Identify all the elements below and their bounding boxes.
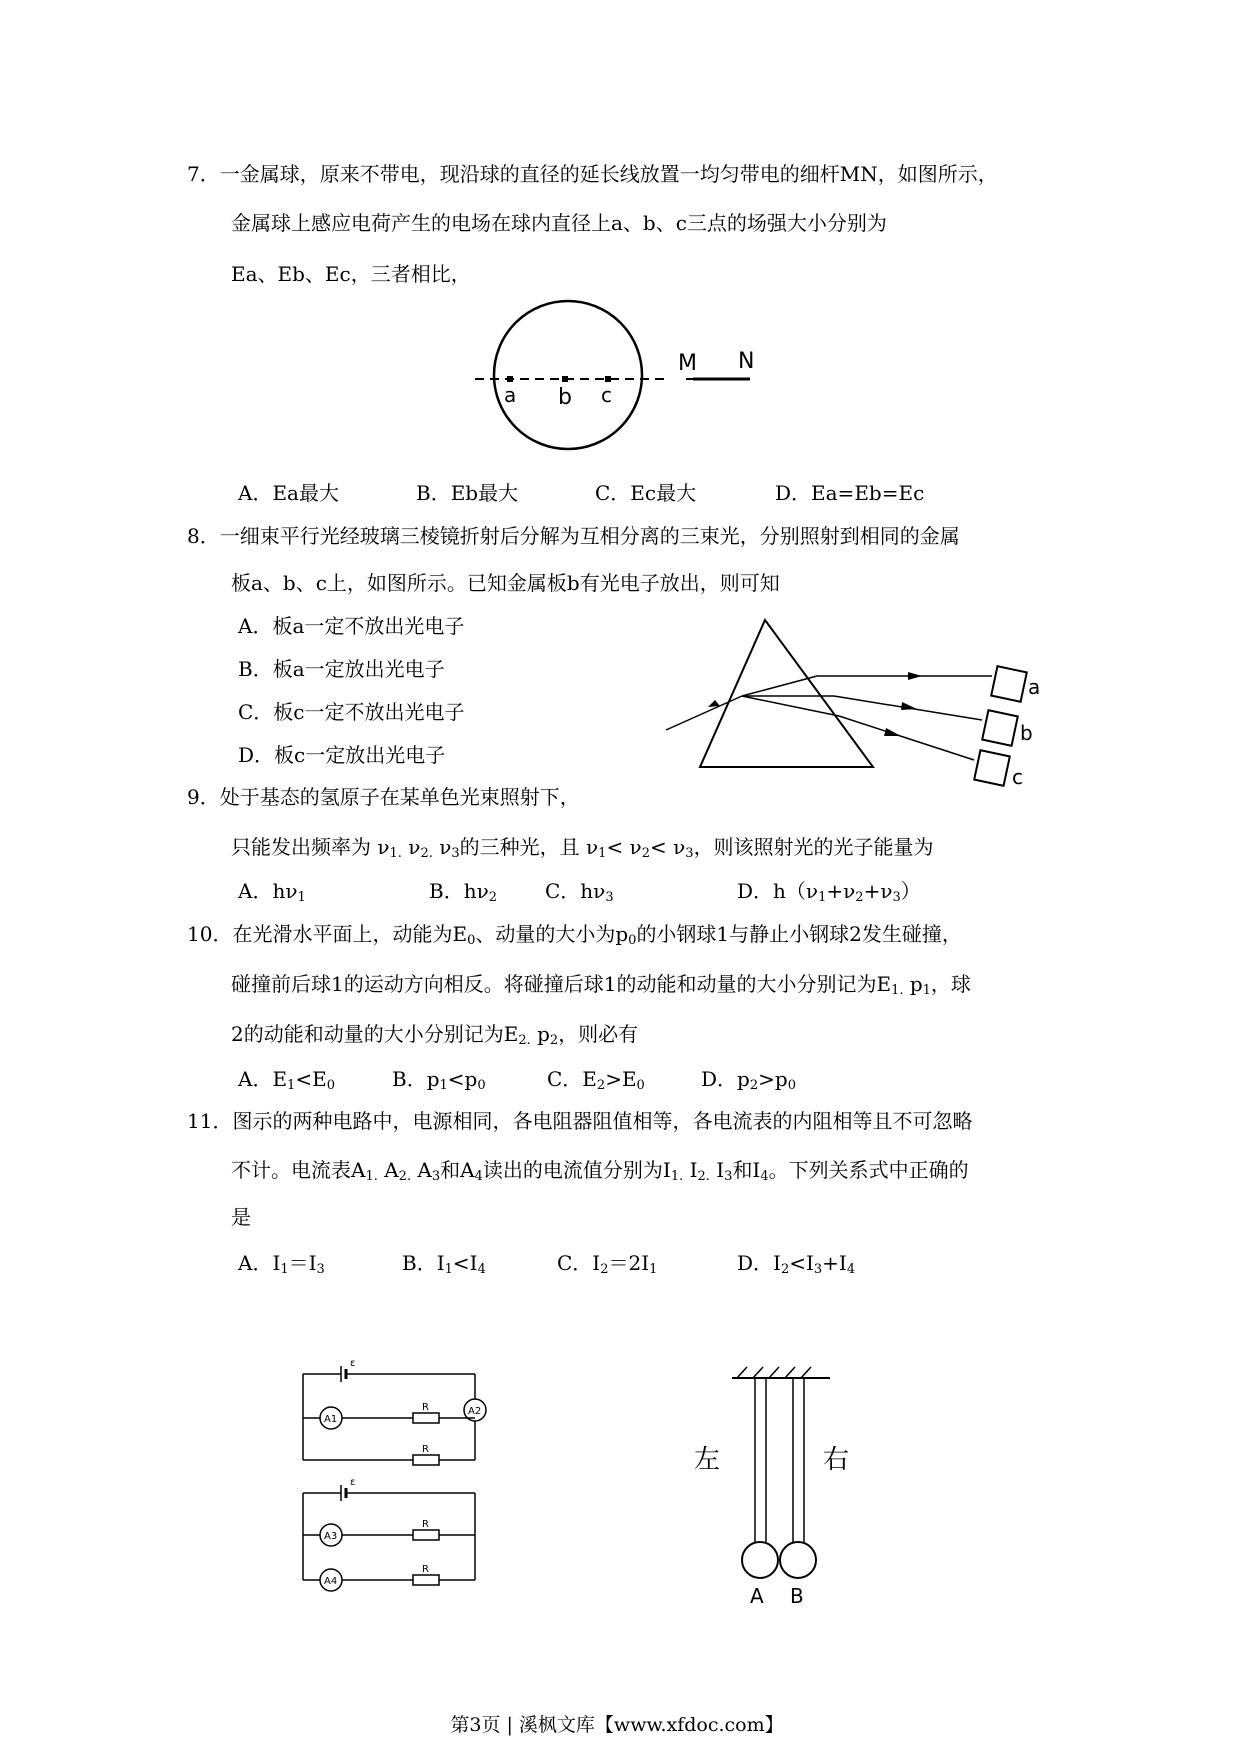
q9-option-c: C．$h\nu_3$ xyxy=(545,879,614,905)
q9-option-b: B．$h\nu_2$ xyxy=(429,879,498,905)
pendulum-figure xyxy=(680,1360,850,1610)
q11-option-c: C．$I_2=2I_1$ xyxy=(557,1251,658,1277)
resistor-label-2: R xyxy=(422,1444,429,1455)
q11-option-d: D．$I_2<I_3+I_4$ xyxy=(737,1251,856,1277)
rod-m-label: M xyxy=(678,351,697,376)
point-c-label: c xyxy=(601,383,612,407)
q9-line2: 只能发出频率为 $\nu_{1.}$ $\nu_{2.}$ $\nu_3$的三种光，且 $\nu_1< \nu_2< \nu_3$，则该照射光的光子能量为 xyxy=(231,835,934,861)
circuit-figure xyxy=(295,1355,505,1595)
q8-option-d: D．板c一定放出光电子 xyxy=(238,743,446,767)
q9-option-d: D．$h(\nu_1+\nu_2+\nu_3)$ xyxy=(737,879,921,905)
emf-label-2: ε xyxy=(350,1477,356,1488)
q10-option-d: D．$p_2>p_0$ xyxy=(701,1067,796,1093)
ammeter-a2-label: A2 xyxy=(468,1406,482,1417)
plate-b-label: b xyxy=(1020,721,1033,745)
q10-option-b: B．$p_1<p_0$ xyxy=(392,1067,486,1093)
ball-a-label: A xyxy=(750,1584,764,1608)
q11-line3: 是 xyxy=(231,1205,251,1229)
emf-label-1: ε xyxy=(350,1358,356,1369)
q10-option-a: A．$E_1<E_0$ xyxy=(238,1067,335,1093)
resistor-label-4: R xyxy=(422,1564,429,1575)
q8-option-c: C．板c一定不放出光电子 xyxy=(238,700,465,724)
point-a-label: a xyxy=(504,383,517,407)
q7-line1: 7．一金属球，原来不带电，现沿球的直径的延长线放置一均匀带电的细杆MN，如图所示， xyxy=(187,162,998,186)
q7-option-c: C．Ec最大 xyxy=(595,481,697,505)
q7-option-b: B．Eb最大 xyxy=(416,481,519,505)
q7-line2: 金属球上感应电荷产生的电场在球内直径上a、b、c三点的场强大小分别为 xyxy=(231,211,887,235)
rod-n-label: N xyxy=(738,349,755,374)
sphere-rod-figure xyxy=(460,290,780,460)
q7-line3: Ea、Eb、Ec，三者相比， xyxy=(231,262,471,286)
right-label: 右 xyxy=(823,1445,850,1475)
q11-line1: 11．图示的两种电路中，电源相同，各电阻器阻值相等，各电流表的内阻相等且不可忽略 xyxy=(187,1109,973,1133)
left-label: 左 xyxy=(694,1445,721,1475)
ammeter-a4-label: A4 xyxy=(324,1576,338,1587)
q10-line3: 2的动能和动量的大小分别记为$E_{2.}$ $p_2$，则必有 xyxy=(231,1022,639,1048)
q10-line2: 碰撞前后球1的运动方向相反。将碰撞后球1的动能和动量的大小分别记为$E_{1.}$ $p_1$，球 xyxy=(231,972,971,998)
q9-line1: 9．处于基态的氢原子在某单色光束照射下， xyxy=(187,785,580,809)
resistor-label-1: R xyxy=(422,1402,429,1413)
q8-line1: 8．一细束平行光经玻璃三棱镜折射后分解为互相分离的三束光，分别照射到相同的金属 xyxy=(187,524,960,548)
q11-option-b: B．$I_1<I_4$ xyxy=(402,1251,486,1277)
q7-option-d: D．Ea=Eb=Ec xyxy=(775,481,925,505)
page-footer: 第3页 | 溪枫文库【www.xfdoc.com】 xyxy=(450,1714,784,1736)
prism-figure xyxy=(660,610,1060,800)
point-b-label: b xyxy=(558,385,572,410)
q11-option-a: A．$I_1=I_3$ xyxy=(238,1251,325,1277)
plate-c-label: c xyxy=(1012,765,1023,789)
q8-option-b: B．板a一定放出光电子 xyxy=(238,657,445,681)
q8-option-a: A．板a一定不放出光电子 xyxy=(238,614,465,638)
plate-a-label: a xyxy=(1028,675,1041,699)
q8-line2: 板a、b、c上，如图所示。已知金属板b有光电子放出，则可知 xyxy=(231,571,780,595)
ammeter-a3-label: A3 xyxy=(324,1531,338,1542)
q10-line1: 10．在光滑水平面上，动能为$E_0$、动量的大小为$p_0$的小钢球1与静止小钢球2发生碰撞， xyxy=(187,922,962,948)
q11-line2: 不计。电流表$A_{1.}$ $A_{2.}$ $A_3$和$A_4$读出的电流值分别为$I_{1.}$ $I_{2.}$ $I_3$和$I_4$。下列关系式中正确的 xyxy=(231,1158,969,1184)
q9-option-a: A．$h\nu_1$ xyxy=(238,879,306,905)
q10-option-c: C．$E_2>E_0$ xyxy=(547,1067,645,1093)
q7-option-a: A．Ea最大 xyxy=(238,481,339,505)
ammeter-a1-label: A1 xyxy=(324,1414,338,1425)
ball-b-label: B xyxy=(790,1584,804,1608)
resistor-label-3: R xyxy=(422,1519,429,1530)
